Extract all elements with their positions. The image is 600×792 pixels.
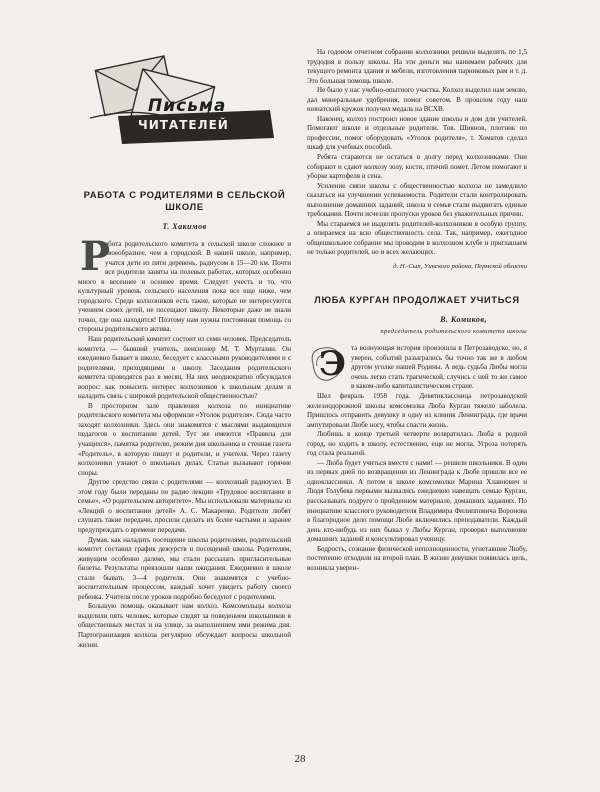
article1-continued-paragraph: Усиление связи школы с общественностью колхоза не замедлило сказаться на улучшении успеваемости. Родители стали контролировать выполнение домашних заданий, школа и семья стали выдвигать единые требования. Почти исчезли пропуски уроков без уважительных причин. (307, 181, 527, 219)
article1-paragraph: В просторном зале правления колхоза по инициативе родительского комитета мы оформили «Уголок родителя». Сюда часто заходят колхозники. Здесь они знакомятся с мыслями выдающихся педагогов о воспитании детей. Тут же имеются «Правила для учащихся», памятка родителю, режим дня школьника и стенная газета «Родитель», в которую пишут и родители, и учителя. Через газету колхозники узнают о школьных делах. Статьи вызывают горячие споры. (78, 401, 291, 477)
article2-author-role: председатель родительского комитета школы (380, 327, 527, 335)
letters-header-illustration (78, 48, 291, 156)
article1-continued-paragraph: Мы стараемся не выделять родителей-колхозников в особую группу, а опираемся на всю общественность села. Так, например, ежегодное общешкольное собрание мы проводим в колхозном клубе и приглашаем не только родителей, но и всех желающих. (307, 219, 527, 257)
article1-paragraph: Другое средство связи с родителями — колхозный радиоузел. В этом году были переданы по радио лекции «Трудовое воспитание в семье», «О родительском авторитете». Мы использовали материалы из «Лекций о воспитании детей» А. С. Макаренко. Родители любят слушать такие передачи, просили сделать их более частыми и заранее предупреждать о времени передачи. (78, 478, 291, 534)
article2-paragraph: — Люба будет учиться вместе с нами! — решили школьники. В один из первых дней по возвращении из Ленинграда к Любе пришли все ее одноклассники. А потом в школе комсомолки Марина Хлавнович и Людя Голубева первыми вызвались ежедневно навещать семью Курган, рассказывать подруге о пройденном материале, домашних заданиях. По инициативе классного руководителя Владимира Филипповича Воронова в благородное дело помощи Любе включились преподаватели. Каждый день кто-нибудь из них бывал у Любы Курган, проверял выполнение домашних заданий и консультировал ученицу. (307, 458, 527, 544)
header-title-line2: ЧИТАТЕЛЕЙ (138, 118, 229, 132)
article1-paragraph: абота родительского комитета в сельской школе сложнее и своеобразнее, чем в городской. В нашей школе, например, учатся дети из пяти деревень, радиусом в 15—20 км. Почти все родители заняты на полевых работах, которых особенно много в весеннее и осеннее время. Следует учесть и то, что культурный уровень сельского населения пока все еще ниже, чем городского. Среди колхозников есть такие, которые не интересуются учением своих детей, не посещают школу. Некоторые даже не знали точно, где она находится! Поэтому нам нужна постоянная помощь со стороны родительского актива. (78, 239, 291, 334)
right-column (307, 48, 527, 573)
article1-paragraph: Думая, как наладить посещение школы родителями, родительский комитет составил график дежурств и посещений школы. Родителям, живущим особенно далеко, мы стали рассылать пригласительные билеты. Результаты превзошли наши ожидания. Ежедневно в школе стали бывать 3—4 родителя. Они знакомятся с учебно-воспитательным процессом, каждый хочет увидеть работу своего ребенка. Учителя после уроков подробно беседуют с родителями. (78, 535, 291, 601)
article1-paragraph: Наш родительский комитет состоит из семи человек. Председатель комитета — бывший учитель, пенсионер М. Т. Муртазин. Он ежедневно бывает в школе, беседует с классными руководителями и с родителями, приходящими в школу. Заседания родительского комитета проводятся раз в месяц. На них неоднократно обсуждался вопрос: как повысить интерес колхозников к школьным делам и наладить связь с широкой родительской общественностью? (78, 335, 291, 401)
article1-paragraph: Большую помощь оказывает нам колхоз. Комсомольцы колхоза выделили пять человек, которые следят за поведением школьников в общественных местах и на улице, за выполнением ими режима дня. Партогранизация колхоза регулярно обсуждает вопросы школьной жизни. (78, 602, 291, 649)
article1-continued-paragraph: На годовом отчетном собрании колхозники решили выделить по 1,5 трудодня в пользу школы. На эти деньги мы нанимаем рабочих для текущего ремонта здания и мебели, изготовления парниковых рам и т. д. Это большая помощь школе. (307, 48, 527, 85)
article2-title: ЛЮБА КУРГАН ПРОДОЛЖАЕТ УЧИТЬСЯ (314, 294, 520, 305)
article2-dropcap: Э (307, 344, 347, 384)
article2-paragraph: Бодрость, сознание физической неполноценности, угнетавшие Любу, постепенно отходили на второй план. В жизни девушки появилась цель, возникла уверен- (307, 544, 527, 572)
article2-author: В. Комиков, (440, 315, 487, 325)
article1-continued-paragraph: Ребята стараются не остаться в долгу перед колхозниками. Они собирают и сдают колхозу золу, кости, птичий помет. Летом помогают в уборке картофеля и сена. (307, 153, 527, 181)
article1-dropcap: Р (80, 232, 111, 280)
article1-continued-paragraph: Наконец, колхоз построил новое здание школы и дом для учителей. Помогают школе и отдельные родители. Тов. Шиянов, плотник по профессии, помог оборудовать «Уголок родителя», т. Хоматов сделал шкаф для учебных пособий. (307, 114, 527, 152)
article2-paragraph: Шел февраль 1958 года. Девятиклассница петрозаводской железнодорожной школы комсомолка Люба Курган тяжело заболела. Пришлось отправить девушку в одну из клиник Ленинграда, где врачи ампутировали Любе ногу, чтобы спасти жизнь. (307, 391, 527, 429)
article1-signature: д. Н.-Сып, Уинского района, Пермской области (393, 263, 527, 271)
article1-title: РАБОТА С РОДИТЕЛЯМИ В СЕЛЬСКОЙ ШКОЛЕ (83, 190, 286, 213)
page-number: 28 (294, 753, 306, 765)
article2-paragraph: Любишь в конце третьей четверти возвратилась Люба в родной город, но ходить в школу, естественно, еще не могла. Угроза потерять год стала реальной. (307, 430, 527, 458)
header-title-line1: Письма (148, 96, 227, 116)
left-column (78, 190, 291, 650)
article1-continued-paragraph: Не было у нас учебно-опытного участка. Колхоз выделил нам землю, дал минеральные удобрения, помог советом. В прошлом году наш юннатский кружок получил медаль на ВСХВ. (307, 86, 527, 114)
article1-author: Т. Хакимов (162, 222, 207, 231)
article2-paragraph: та волнующая история произошла в Петрозаводске, но, я уверен, событий разыгрались бы точно так же в любом другом уголке нашей Родины. А ведь судьба Любы могла очень легко стать трагической, случись с ней то же самое в каком-либо капиталистическом стране. (351, 344, 527, 391)
